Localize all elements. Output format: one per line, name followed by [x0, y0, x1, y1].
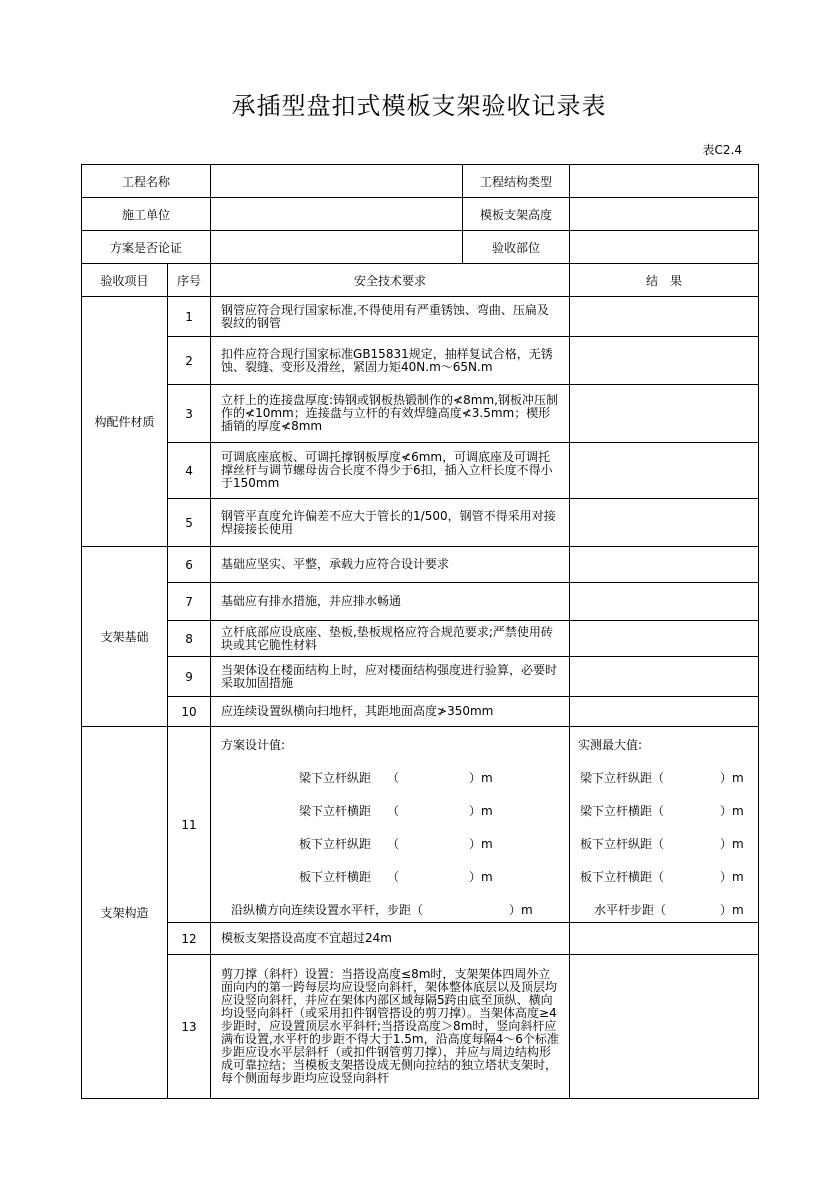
design-item: 梁下立杆纵距: [299, 770, 372, 785]
plan-review-value[interactable]: [211, 231, 463, 264]
structure-type-label: 工程结构类型: [463, 165, 570, 198]
col-result: 结 果: [570, 264, 759, 297]
table-row: [82, 337, 759, 385]
row-text: 扣件应符合现行国家标准GB15831规定，抽样复试合格，无锈蚀、裂缝、变形及滑丝，紧固力矩40N.m～65N.m: [211, 337, 570, 385]
row-no: 13: [168, 955, 211, 1099]
row-result[interactable]: [570, 499, 759, 547]
row-result[interactable]: [570, 337, 759, 385]
measured-label: 实测最大值:: [578, 737, 643, 752]
acceptance-part-label: 验收部位: [463, 231, 570, 264]
row-result[interactable]: [570, 385, 759, 443]
group-foundation: 支架基础: [82, 547, 168, 727]
unit: ）m: [720, 869, 744, 884]
table-row: [82, 955, 759, 1099]
table-row: [82, 621, 759, 657]
row-text: 基础应有排水措施，并应排水畅通: [211, 583, 570, 621]
column-header-row: [82, 264, 759, 297]
row-result[interactable]: [570, 443, 759, 499]
table-row: [82, 547, 759, 583]
row-text: 立杆底部应设底座、垫板,垫板规格应符合规范要求;严禁使用砖块或其它脆性材料: [211, 621, 570, 657]
measured-step: 水平杆步距（: [594, 902, 667, 917]
measured-item: 梁下立杆纵距（: [580, 770, 665, 785]
unit: ）m: [720, 803, 744, 818]
design-item: 梁下立杆横距: [299, 803, 372, 818]
table-code: 表C2.4: [702, 143, 742, 157]
unit: ）m: [469, 869, 493, 884]
col-item: 验收项目: [82, 264, 168, 297]
paren-open: （: [387, 803, 400, 818]
table-row: [82, 697, 759, 727]
structure-type-value[interactable]: [570, 165, 759, 198]
row-result[interactable]: [570, 547, 759, 583]
header-row-unit: [82, 198, 759, 231]
table-row: [82, 297, 759, 337]
row-text: 钢管平直度允许偏差不应大于管长的1/500，钢管不得采用对接焊接接长使用: [211, 499, 570, 547]
row-text: 模板支架搭设高度不宜超过24m: [211, 923, 570, 955]
row-no: 5: [168, 499, 211, 547]
row-no: 10: [168, 697, 211, 727]
table-row: [82, 385, 759, 443]
unit: ）m: [469, 836, 493, 851]
table-row: [82, 443, 759, 499]
col-seq: 序号: [168, 264, 211, 297]
row-text: 立杆上的连接盘厚度:铸钢或钢板热锻制作的≮8mm,钢板冲压制作的≮10mm；连接盘与立杆的有效焊缝高度≮3.5mm；楔形插销的厚度≮8mm: [211, 385, 570, 443]
table-row: [82, 499, 759, 547]
support-height-label: 模板支架高度: [463, 198, 570, 231]
row-text: 当架体设在楼面结构上时，应对楼面结构强度进行验算，必要时采取加固措施: [211, 657, 570, 697]
row11-measured: [570, 727, 759, 923]
table-row: [82, 923, 759, 955]
row-text: 可调底座底板、可调托撑钢板厚度≮6mm，可调底座及可调托撑丝杆与调节螺母齿合长度不得少于6扣，插入立杆长度不得小于150mm: [211, 443, 570, 499]
col-requirement: 安全技术要求: [211, 264, 570, 297]
row-result[interactable]: [570, 923, 759, 955]
row11-design: [211, 727, 570, 923]
row-result[interactable]: [570, 657, 759, 697]
measured-item: 板下立杆横距（: [580, 869, 665, 884]
row-no: 8: [168, 621, 211, 657]
row-no: 11: [168, 727, 211, 923]
table-row: [82, 583, 759, 621]
row-no: 3: [168, 385, 211, 443]
measured-item: 梁下立杆横距（: [580, 803, 665, 818]
row-result[interactable]: [570, 583, 759, 621]
acceptance-part-value[interactable]: [570, 231, 759, 264]
row-text: 应连续设置纵横向扫地杆，其距地面高度≯350mm: [211, 697, 570, 727]
paren-open: （: [387, 770, 400, 785]
row-result[interactable]: [570, 955, 759, 1099]
construction-unit-value[interactable]: [211, 198, 463, 231]
unit: ）m: [720, 836, 744, 851]
paren-open: （: [387, 869, 400, 884]
support-height-value[interactable]: [570, 198, 759, 231]
row-no: 2: [168, 337, 211, 385]
paren-open: （: [387, 836, 400, 851]
design-item: 板下立杆横距: [299, 869, 372, 884]
row-text: 基础应坚实、平整，承载力应符合设计要求: [211, 547, 570, 583]
row-result[interactable]: [570, 297, 759, 337]
construction-unit-label: 施工单位: [82, 198, 211, 231]
step-label: 沿纵横方向连续设置水平杆，步距（: [231, 902, 424, 917]
unit: ）m: [720, 770, 744, 785]
acceptance-table: [81, 164, 759, 1099]
header-row-plan: [82, 231, 759, 264]
design-item: 板下立杆纵距: [299, 836, 372, 851]
row-no: 9: [168, 657, 211, 697]
row-text: 剪刀撑（斜杆）设置：当搭设高度≤8m时，支架架体四周外立面向内的第一跨每层均应设竖向斜杆，架体整体底层以及顶层均应设竖向斜杆，并应在架体内部区域每隔5跨由底至顶纵、横向均设竖向斜杆（或采用扣件钢管搭设的剪刀撑）。当架体高度≥4步距时，应设置顶层水平斜杆;当搭设高度＞8m时，竖向斜杆应满布设置,水平杆的步距不得大于1.5m，沿高度每隔4～6个标准步距应设水平层斜杆（或扣件钢管剪刀撑），并应与周边结构形成可靠拉结；当模板支架搭设成无侧向拉结的独立塔状支架时，每个侧面每步距均应设竖向斜杆: [211, 955, 570, 1099]
table-row: [82, 727, 759, 923]
row-no: 12: [168, 923, 211, 955]
project-name-value[interactable]: [211, 165, 463, 198]
row-result[interactable]: [570, 697, 759, 727]
design-label: 方案设计值:: [221, 737, 286, 752]
unit: ）m: [720, 902, 744, 917]
group-construction: 支架构造: [82, 727, 168, 1099]
row-text: 钢管应符合现行国家标准,不得使用有严重锈蚀、弯曲、压扁及裂纹的钢管: [211, 297, 570, 337]
row-result[interactable]: [570, 621, 759, 657]
unit: ）m: [469, 803, 493, 818]
table-row: [82, 657, 759, 697]
header-row-project: [82, 165, 759, 198]
row-no: 4: [168, 443, 211, 499]
unit: ）m: [469, 770, 493, 785]
group-components: 构配件材质: [82, 297, 168, 547]
row-no: 7: [168, 583, 211, 621]
project-name-label: 工程名称: [82, 165, 211, 198]
row-no: 1: [168, 297, 211, 337]
plan-review-label: 方案是否论证: [82, 231, 211, 264]
measured-item: 板下立杆纵距（: [580, 836, 665, 851]
page-title: 承插型盘扣式模板支架验收记录表: [231, 92, 607, 120]
row-no: 6: [168, 547, 211, 583]
unit: ）m: [509, 902, 533, 917]
